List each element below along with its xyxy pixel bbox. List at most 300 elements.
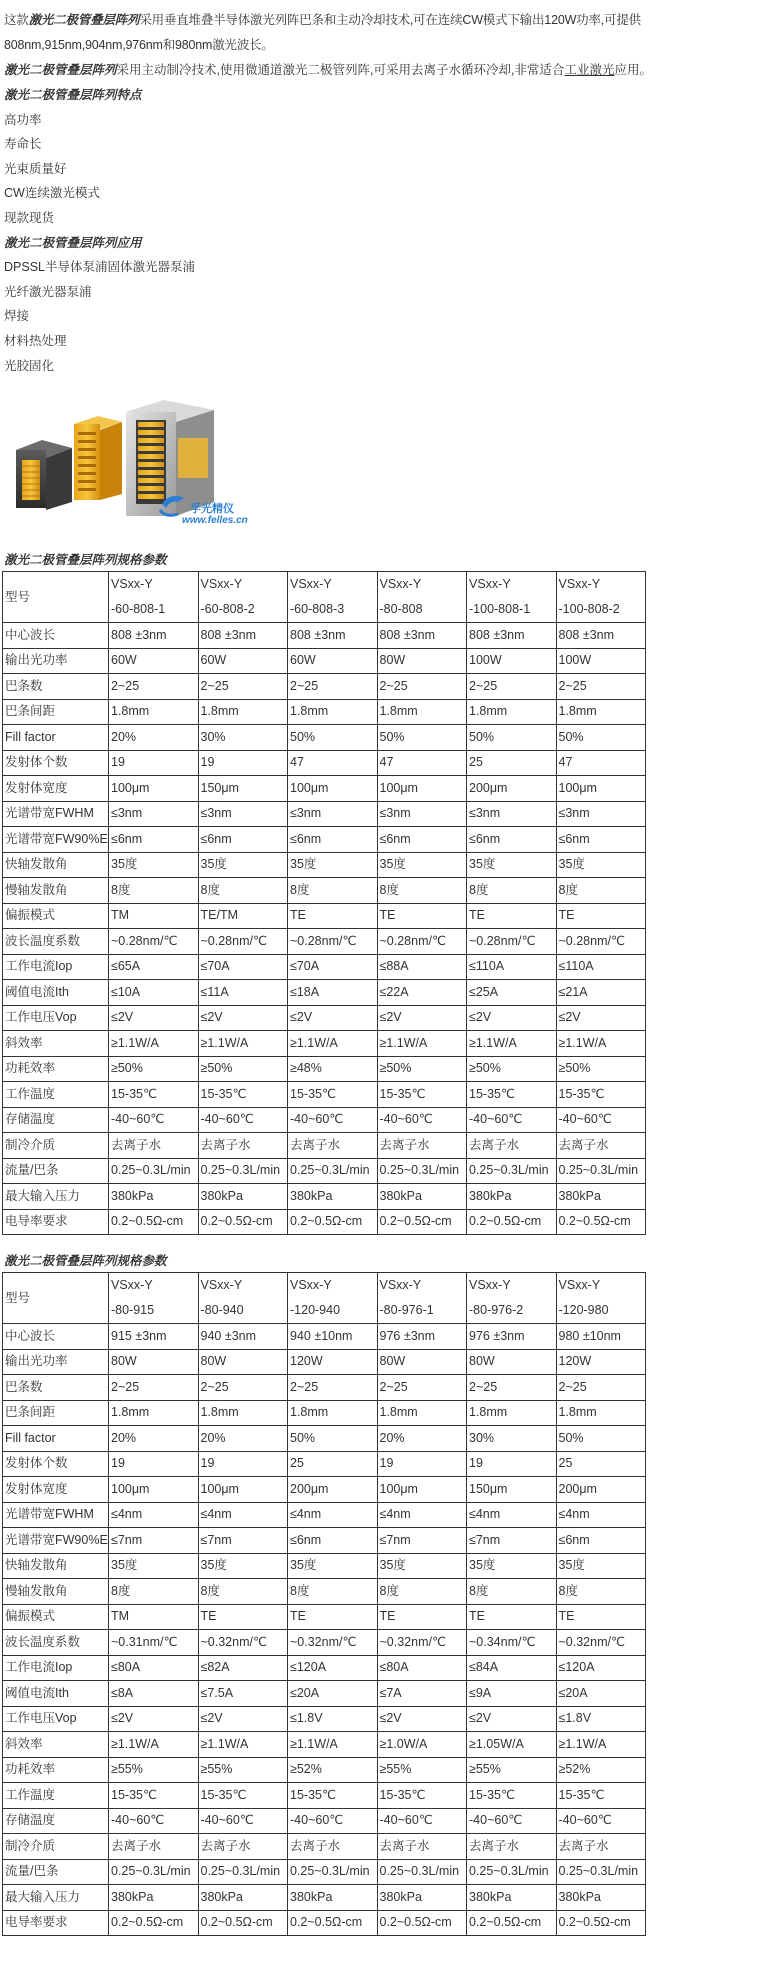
feature-item: 现款现货 bbox=[4, 210, 55, 225]
row-label: 最大输入压力 bbox=[3, 1184, 109, 1210]
table-cell: 30% bbox=[467, 1426, 557, 1452]
intro-text: 采用主动制冷技术,使用微通道激光二极管列阵,可采用去离子水循环冷却,非常适合 bbox=[116, 63, 565, 77]
table-cell: 50% bbox=[556, 1426, 646, 1452]
table-cell: 976 ±3nm bbox=[467, 1324, 557, 1350]
table-cell: 47 bbox=[288, 750, 378, 776]
table-row bbox=[3, 1604, 646, 1630]
table-cell: ≤6nm bbox=[198, 827, 288, 853]
table-row bbox=[3, 725, 646, 751]
table-cell: 8度 bbox=[198, 1579, 288, 1605]
model-suffix: -100-808-2 bbox=[558, 602, 620, 616]
table-cell: 35度 bbox=[288, 852, 378, 878]
table-cell: ≤2V bbox=[198, 1005, 288, 1031]
table-cell: 35度 bbox=[467, 1553, 557, 1579]
table-row bbox=[3, 1757, 646, 1783]
table-cell: ≤4nm bbox=[109, 1502, 199, 1528]
table-cell: 去离子水 bbox=[288, 1133, 378, 1159]
table-cell: ≥1.1W/A bbox=[377, 1031, 467, 1057]
model-series: VSxx-Y bbox=[290, 577, 332, 591]
model-series: VSxx-Y bbox=[200, 1278, 243, 1292]
row-label: 电导率要求 bbox=[3, 1209, 109, 1235]
table-cell: 150μm bbox=[198, 776, 288, 802]
table-cell: ~0.32nm/℃ bbox=[198, 1630, 288, 1656]
table-cell: 15-35℃ bbox=[377, 1783, 467, 1809]
table-cell: TM bbox=[109, 1604, 199, 1630]
table-cell: 47 bbox=[377, 750, 467, 776]
intro-text: 采用垂直堆叠半导体激光列阵巴条和主动冷却技术,可在连续CW模式下输出120W功率,可提供808nm,915nm,904nm,976nm和980nm激光波长。 bbox=[4, 13, 641, 52]
table-cell: 380kPa bbox=[288, 1184, 378, 1210]
table-row bbox=[3, 1910, 646, 1936]
table-cell: 976 ±3nm bbox=[377, 1324, 467, 1350]
table-cell: -40~60℃ bbox=[109, 1107, 199, 1133]
table-cell: 35度 bbox=[377, 1553, 467, 1579]
row-label: 光谱带宽FWHM bbox=[3, 1502, 109, 1528]
row-label: 斜效率 bbox=[3, 1031, 109, 1057]
table-cell: 去离子水 bbox=[288, 1834, 378, 1860]
table-row bbox=[3, 776, 646, 802]
table-row bbox=[3, 878, 646, 904]
table-cell: 100W bbox=[556, 648, 646, 674]
table-cell: 35度 bbox=[556, 1553, 646, 1579]
table-cell: 2~25 bbox=[109, 1375, 199, 1401]
table-cell: 380kPa bbox=[377, 1184, 467, 1210]
row-label: 工作电流Iop bbox=[3, 954, 109, 980]
table-cell: ≤3nm bbox=[109, 801, 199, 827]
applications-heading: 激光二极管叠层阵列应用 bbox=[4, 235, 142, 250]
table-row bbox=[3, 1005, 646, 1031]
table-cell: 8度 bbox=[377, 1579, 467, 1605]
table-cell: ≤18A bbox=[288, 980, 378, 1006]
table-cell: ≤22A bbox=[377, 980, 467, 1006]
table-cell: 0.25~0.3L/min bbox=[288, 1859, 378, 1885]
table-cell: ~0.28nm/℃ bbox=[467, 929, 557, 955]
table-cell: 35度 bbox=[109, 852, 199, 878]
table-cell: ≤120A bbox=[556, 1655, 646, 1681]
table-cell: 100μm bbox=[109, 1477, 199, 1503]
model-cell bbox=[109, 1273, 199, 1324]
table-cell: 25 bbox=[556, 1451, 646, 1477]
applications-list bbox=[0, 255, 776, 378]
table-cell: ≥52% bbox=[288, 1757, 378, 1783]
table-cell: 2~25 bbox=[467, 1375, 557, 1401]
table-row bbox=[3, 1502, 646, 1528]
table-cell: 15-35℃ bbox=[377, 1082, 467, 1108]
table-cell: ≤11A bbox=[198, 980, 288, 1006]
row-label: 工作温度 bbox=[3, 1783, 109, 1809]
table-cell: 35度 bbox=[198, 1553, 288, 1579]
table-cell: ≥52% bbox=[556, 1757, 646, 1783]
table-cell: 0.2~0.5Ω-cm bbox=[198, 1910, 288, 1936]
table-cell: 200μm bbox=[467, 776, 557, 802]
table-cell: 去离子水 bbox=[377, 1133, 467, 1159]
table-header-row bbox=[3, 1273, 646, 1324]
table-cell: 50% bbox=[467, 725, 557, 751]
table-cell: 15-35℃ bbox=[467, 1783, 557, 1809]
table-cell: ≤80A bbox=[377, 1655, 467, 1681]
table-cell: 200μm bbox=[288, 1477, 378, 1503]
watermark-url: www.felles.cn bbox=[182, 515, 248, 526]
table-cell: ≤4nm bbox=[288, 1502, 378, 1528]
table-cell: 1.8mm bbox=[556, 1400, 646, 1426]
table-row bbox=[3, 1706, 646, 1732]
table-cell: 8度 bbox=[377, 878, 467, 904]
table-cell: 8度 bbox=[467, 878, 557, 904]
table-cell: ≤70A bbox=[288, 954, 378, 980]
table-cell: 8度 bbox=[288, 878, 378, 904]
table-cell: TE/TM bbox=[198, 903, 288, 929]
table-cell: 47 bbox=[556, 750, 646, 776]
table-cell: ≤21A bbox=[556, 980, 646, 1006]
table-row bbox=[3, 1209, 646, 1235]
row-label: 存储温度 bbox=[3, 1808, 109, 1834]
table-cell: TE bbox=[377, 903, 467, 929]
table-cell: ≤7nm bbox=[198, 1528, 288, 1554]
table-cell: 100μm bbox=[377, 1477, 467, 1503]
table-cell: 1.8mm bbox=[377, 1400, 467, 1426]
row-label: 工作温度 bbox=[3, 1082, 109, 1108]
table-cell: ≥1.1W/A bbox=[198, 1031, 288, 1057]
table-cell: ≥55% bbox=[377, 1757, 467, 1783]
row-label: 工作电压Vop bbox=[3, 1706, 109, 1732]
product-image bbox=[14, 398, 248, 548]
row-label: 最大输入压力 bbox=[3, 1885, 109, 1911]
model-suffix: -80-808 bbox=[379, 602, 423, 616]
model-cell bbox=[198, 572, 288, 623]
table-cell: -40~60℃ bbox=[288, 1808, 378, 1834]
row-label: 功耗效率 bbox=[3, 1757, 109, 1783]
table-cell: 35度 bbox=[198, 852, 288, 878]
table-cell: -40~60℃ bbox=[467, 1808, 557, 1834]
table-cell: ~0.32nm/℃ bbox=[377, 1630, 467, 1656]
table-cell: 120W bbox=[556, 1349, 646, 1375]
table-cell: 去离子水 bbox=[198, 1834, 288, 1860]
table-cell: 100W bbox=[467, 648, 557, 674]
table-cell: ≥50% bbox=[556, 1056, 646, 1082]
table-cell: 940 ±3nm bbox=[198, 1324, 288, 1350]
application-item: DPSSL半导体泵浦固体激光器泵浦 bbox=[4, 260, 195, 275]
row-label: 光谱带宽FW90%E bbox=[3, 1528, 109, 1554]
table-cell: 0.2~0.5Ω-cm bbox=[109, 1209, 199, 1235]
table-cell: ≤1.8V bbox=[556, 1706, 646, 1732]
table-cell: ≥1.1W/A bbox=[198, 1732, 288, 1758]
row-label: 输出光功率 bbox=[3, 1349, 109, 1375]
row-label: 电导率要求 bbox=[3, 1910, 109, 1936]
features-heading: 激光二极管叠层阵列特点 bbox=[4, 88, 142, 102]
application-item: 材料热处理 bbox=[4, 333, 67, 348]
table-cell: 380kPa bbox=[467, 1885, 557, 1911]
table-cell: 2~25 bbox=[109, 674, 199, 700]
table-cell: ≥1.1W/A bbox=[556, 1732, 646, 1758]
row-label: 光谱带宽FW90%E bbox=[3, 827, 109, 853]
row-label: 工作电压Vop bbox=[3, 1005, 109, 1031]
table-cell: 0.2~0.5Ω-cm bbox=[288, 1910, 378, 1936]
table-cell: 0.2~0.5Ω-cm bbox=[467, 1910, 557, 1936]
model-cell bbox=[109, 572, 199, 623]
table-cell: 0.25~0.3L/min bbox=[556, 1158, 646, 1184]
table-cell: ≤84A bbox=[467, 1655, 557, 1681]
table-cell: 80W bbox=[377, 648, 467, 674]
table-cell: 0.25~0.3L/min bbox=[377, 1158, 467, 1184]
table-cell: 808 ±3nm bbox=[377, 623, 467, 649]
table-cell: ~0.28nm/℃ bbox=[109, 929, 199, 955]
table-cell: 8度 bbox=[109, 878, 199, 904]
table-row bbox=[3, 1681, 646, 1707]
table-cell: 200μm bbox=[556, 1477, 646, 1503]
feature-item: CW连续激光模式 bbox=[4, 186, 100, 201]
table-cell: 15-35℃ bbox=[198, 1783, 288, 1809]
table-cell: 1.8mm bbox=[198, 1400, 288, 1426]
model-suffix: -100-808-1 bbox=[469, 602, 531, 616]
table-cell: ~0.31nm/℃ bbox=[109, 1630, 199, 1656]
table-cell: 0.2~0.5Ω-cm bbox=[467, 1209, 557, 1235]
table-cell: ~0.32nm/℃ bbox=[288, 1630, 378, 1656]
table-cell: 2~25 bbox=[198, 674, 288, 700]
model-suffix: -120-980 bbox=[558, 1303, 609, 1317]
table2-title: 激光二极管叠层阵列规格参数 bbox=[4, 1254, 167, 1268]
model-suffix: -80-976-2 bbox=[469, 1303, 524, 1317]
row-label: 发射体宽度 bbox=[3, 776, 109, 802]
table-header-row bbox=[3, 572, 646, 623]
table-cell: -40~60℃ bbox=[198, 1107, 288, 1133]
row-label: 流量/巴条 bbox=[3, 1859, 109, 1885]
feature-item: 光束质量好 bbox=[4, 161, 67, 176]
table-cell: 380kPa bbox=[109, 1184, 199, 1210]
table-cell: 808 ±3nm bbox=[109, 623, 199, 649]
model-suffix: -80-940 bbox=[200, 1303, 244, 1317]
table-cell: 15-35℃ bbox=[556, 1082, 646, 1108]
table-cell: 940 ±10nm bbox=[288, 1324, 378, 1350]
table-cell: ~0.28nm/℃ bbox=[198, 929, 288, 955]
table-cell: ≥1.1W/A bbox=[109, 1031, 199, 1057]
row-label: 快轴发散角 bbox=[3, 852, 109, 878]
model-cell bbox=[556, 1273, 646, 1324]
table-cell: 100μm bbox=[556, 776, 646, 802]
row-label: Fill factor bbox=[3, 725, 109, 751]
model-series: VSxx-Y bbox=[558, 577, 601, 591]
table-cell: 0.25~0.3L/min bbox=[467, 1859, 557, 1885]
table-cell: ≤80A bbox=[109, 1655, 199, 1681]
table-cell: ≤4nm bbox=[198, 1502, 288, 1528]
table-row bbox=[3, 980, 646, 1006]
table-cell: 100μm bbox=[109, 776, 199, 802]
table-cell: -40~60℃ bbox=[198, 1808, 288, 1834]
table-cell: ≤2V bbox=[109, 1706, 199, 1732]
table-cell: 0.25~0.3L/min bbox=[377, 1859, 467, 1885]
table-row bbox=[3, 1107, 646, 1133]
model-suffix: -60-808-3 bbox=[290, 602, 345, 616]
table-cell: ≥50% bbox=[467, 1056, 557, 1082]
model-series: VSxx-Y bbox=[379, 1278, 422, 1292]
table-cell: 20% bbox=[198, 1426, 288, 1452]
table-row bbox=[3, 623, 646, 649]
product-name-bold: 激光二极管叠层阵列 bbox=[28, 13, 140, 27]
table-cell: 380kPa bbox=[556, 1184, 646, 1210]
table-cell: ≤7nm bbox=[377, 1528, 467, 1554]
table-cell: 980 ±10nm bbox=[556, 1324, 646, 1350]
row-label: 存储温度 bbox=[3, 1107, 109, 1133]
table-cell: ≤110A bbox=[556, 954, 646, 980]
table-cell: 0.2~0.5Ω-cm bbox=[377, 1209, 467, 1235]
table-cell: 0.25~0.3L/min bbox=[109, 1859, 199, 1885]
table-cell: 2~25 bbox=[467, 674, 557, 700]
row-label: 阈值电流Ith bbox=[3, 1681, 109, 1707]
table-cell: ≥50% bbox=[109, 1056, 199, 1082]
table-cell: ≤120A bbox=[288, 1655, 378, 1681]
table-cell: 80W bbox=[467, 1349, 557, 1375]
table-cell: ≤3nm bbox=[467, 801, 557, 827]
row-label: 流量/巴条 bbox=[3, 1158, 109, 1184]
table-cell: 15-35℃ bbox=[288, 1783, 378, 1809]
table-row bbox=[3, 1184, 646, 1210]
table-cell: ≥50% bbox=[198, 1056, 288, 1082]
intro-text: 应用。 bbox=[614, 63, 652, 77]
table-row bbox=[3, 1808, 646, 1834]
table-cell: 1.8mm bbox=[467, 699, 557, 725]
table-cell: 25 bbox=[467, 750, 557, 776]
table-cell: 15-35℃ bbox=[109, 1082, 199, 1108]
table-cell: ≤7nm bbox=[467, 1528, 557, 1554]
table-cell: -40~60℃ bbox=[288, 1107, 378, 1133]
table-cell: 19 bbox=[109, 1451, 199, 1477]
table-cell: 120W bbox=[288, 1349, 378, 1375]
left-module bbox=[16, 440, 72, 510]
table-cell: 100μm bbox=[377, 776, 467, 802]
table-cell: 1.8mm bbox=[109, 699, 199, 725]
table-cell: 去离子水 bbox=[198, 1133, 288, 1159]
table-cell: 8度 bbox=[467, 1579, 557, 1605]
table-cell: 50% bbox=[556, 725, 646, 751]
table-cell: 808 ±3nm bbox=[467, 623, 557, 649]
table-cell: 15-35℃ bbox=[556, 1783, 646, 1809]
table-cell: 2~25 bbox=[377, 674, 467, 700]
table-row bbox=[3, 827, 646, 853]
table-cell: 20% bbox=[109, 1426, 199, 1452]
table-row bbox=[3, 1783, 646, 1809]
table-row bbox=[3, 1553, 646, 1579]
table-row bbox=[3, 1655, 646, 1681]
table-cell: 100μm bbox=[198, 1477, 288, 1503]
table-cell: ≥1.1W/A bbox=[288, 1031, 378, 1057]
table-cell: 380kPa bbox=[198, 1184, 288, 1210]
table-cell: ≤7.5A bbox=[198, 1681, 288, 1707]
table-cell: TE bbox=[377, 1604, 467, 1630]
middle-module bbox=[74, 416, 122, 500]
row-label: 输出光功率 bbox=[3, 648, 109, 674]
table-cell: 1.8mm bbox=[109, 1400, 199, 1426]
table-cell: 15-35℃ bbox=[198, 1082, 288, 1108]
table-cell: 1.8mm bbox=[198, 699, 288, 725]
table-cell: ≤82A bbox=[198, 1655, 288, 1681]
table-cell: TE bbox=[198, 1604, 288, 1630]
table-cell: ≤20A bbox=[288, 1681, 378, 1707]
table-cell: 380kPa bbox=[467, 1184, 557, 1210]
table-cell: ≤6nm bbox=[556, 827, 646, 853]
model-series: VSxx-Y bbox=[469, 577, 511, 591]
industrial-laser-link[interactable]: 工业激光 bbox=[564, 63, 615, 77]
table-cell: TM bbox=[109, 903, 199, 929]
table-row bbox=[3, 1579, 646, 1605]
table-cell: ≤6nm bbox=[556, 1528, 646, 1554]
table-cell: 20% bbox=[109, 725, 199, 751]
table-row bbox=[3, 1349, 646, 1375]
table-cell: ≤4nm bbox=[467, 1502, 557, 1528]
model-cell bbox=[377, 572, 467, 623]
table-cell: ≥55% bbox=[109, 1757, 199, 1783]
table-cell: 2~25 bbox=[556, 1375, 646, 1401]
model-series: VSxx-Y bbox=[111, 577, 153, 591]
features-list bbox=[0, 108, 776, 231]
table-cell: 0.25~0.3L/min bbox=[198, 1859, 288, 1885]
model-suffix: -120-940 bbox=[290, 1303, 341, 1317]
application-item: 光胶固化 bbox=[4, 358, 55, 373]
table-row bbox=[3, 648, 646, 674]
model-cell bbox=[198, 1273, 288, 1324]
table-cell: TE bbox=[556, 1604, 646, 1630]
table-cell: ~0.28nm/℃ bbox=[556, 929, 646, 955]
table-cell: ≤8A bbox=[109, 1681, 199, 1707]
table-cell: 0.25~0.3L/min bbox=[198, 1158, 288, 1184]
table-cell: 80W bbox=[109, 1349, 199, 1375]
table-cell: ≤4nm bbox=[556, 1502, 646, 1528]
table-cell: 808 ±3nm bbox=[198, 623, 288, 649]
model-cell bbox=[467, 572, 557, 623]
table-cell: 8度 bbox=[288, 1579, 378, 1605]
row-label: 中心波长 bbox=[3, 623, 109, 649]
table-cell: 8度 bbox=[556, 878, 646, 904]
table-cell: TE bbox=[467, 1604, 557, 1630]
table-cell: ~0.28nm/℃ bbox=[377, 929, 467, 955]
table-row bbox=[3, 1056, 646, 1082]
model-series: VSxx-Y bbox=[379, 577, 422, 591]
table-cell: 0.25~0.3L/min bbox=[288, 1158, 378, 1184]
table-cell: 0.2~0.5Ω-cm bbox=[556, 1209, 646, 1235]
table-cell: 30% bbox=[198, 725, 288, 751]
table-row bbox=[3, 903, 646, 929]
table-cell: ≤65A bbox=[109, 954, 199, 980]
table-cell: 2~25 bbox=[556, 674, 646, 700]
table-cell: 1.8mm bbox=[288, 1400, 378, 1426]
table-row bbox=[3, 954, 646, 980]
table-cell: ≤7nm bbox=[109, 1528, 199, 1554]
table-cell: ≥1.1W/A bbox=[556, 1031, 646, 1057]
table-cell: ≤88A bbox=[377, 954, 467, 980]
row-label: 发射体个数 bbox=[3, 750, 109, 776]
table-cell: ≥1.1W/A bbox=[109, 1732, 199, 1758]
table-cell: 8度 bbox=[198, 878, 288, 904]
table-cell: 15-35℃ bbox=[109, 1783, 199, 1809]
table-cell: 380kPa bbox=[377, 1885, 467, 1911]
table-row bbox=[3, 1451, 646, 1477]
model-suffix: -80-915 bbox=[111, 1303, 155, 1317]
table-cell: ≤4nm bbox=[377, 1502, 467, 1528]
row-label: 光谱带宽FWHM bbox=[3, 801, 109, 827]
table-cell: 915 ±3nm bbox=[109, 1324, 199, 1350]
table-cell: ≥1.1W/A bbox=[467, 1031, 557, 1057]
table-row bbox=[3, 699, 646, 725]
table-row bbox=[3, 1834, 646, 1860]
table-cell: 20% bbox=[377, 1426, 467, 1452]
table-cell: ≥50% bbox=[377, 1056, 467, 1082]
row-label: 发射体个数 bbox=[3, 1451, 109, 1477]
table-cell: ≥48% bbox=[288, 1056, 378, 1082]
table-cell: ~0.34nm/℃ bbox=[467, 1630, 557, 1656]
table1-title: 激光二极管叠层阵列规格参数 bbox=[4, 553, 167, 567]
table-row bbox=[3, 852, 646, 878]
table-cell: 808 ±3nm bbox=[556, 623, 646, 649]
table-cell: -40~60℃ bbox=[109, 1808, 199, 1834]
table-row bbox=[3, 1859, 646, 1885]
table-cell: 19 bbox=[377, 1451, 467, 1477]
